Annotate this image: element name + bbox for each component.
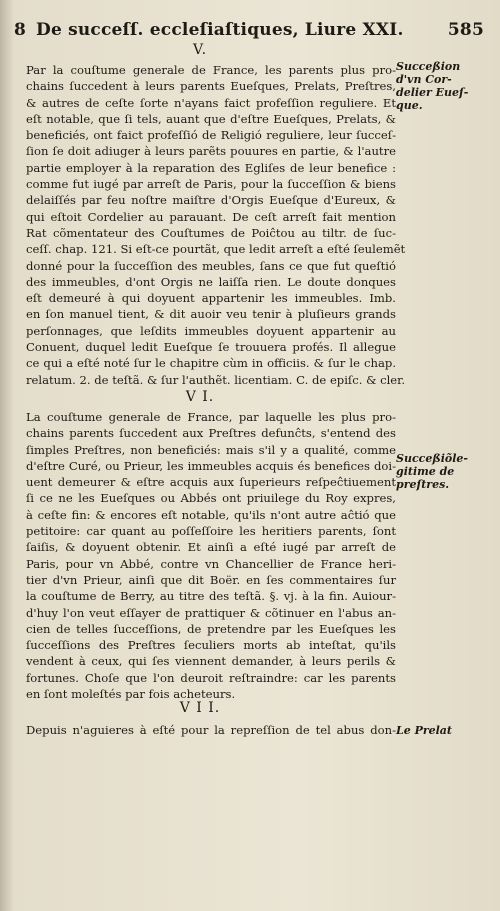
margin-note-line: d'vn Cor-: [396, 73, 452, 86]
section-number-7: V I I.: [179, 700, 221, 716]
paragraph-section-6: [26, 409, 396, 702]
text-line: donné pour la ſucceſſion des meubles, ſans ce que fut queſtió: [26, 258, 396, 273]
text-line: chains ſuccedent à leurs parents Eueſques, Prelats, Preſtres,: [26, 79, 396, 94]
text-line: ſion ſe doit adiuger à leurs parẽts pouures en partie, & l'autre: [26, 144, 396, 159]
text-line: delaiſſés par feu noſtre maiſtre d'Orgis Eueſque d'Eureux, &: [26, 193, 396, 208]
text-line: vendent à ceux, qui ſes viennent demander, à leurs perils &: [26, 654, 396, 669]
text-line: chains parents ſuccedent aux Preſtres defunĉts, s'entend des: [26, 426, 396, 441]
section-number-6: V I.: [185, 389, 215, 405]
text-line: eſt demeuré à qui doyuent appartenir les immeubles. Imb.: [26, 291, 396, 306]
text-line: Paris, pour vn Abbé, contre vn Chancellier de France heri-: [26, 556, 396, 571]
text-line: qui eſtoit Cordelier au parauant. De ceſt arreſt fait mention: [26, 209, 396, 224]
text-line: Conuent, duquel ledit Eueſque ſe trouuera profés. Il allegue: [26, 340, 396, 355]
margin-note-line: Succeßion: [396, 60, 461, 73]
section-number-5: V.: [192, 42, 208, 58]
text-line: tier d'vn Prieur, ainſi que dit Boër. en ſes commentaires ſur: [26, 572, 396, 587]
margin-note-line: preſtres.: [396, 478, 450, 491]
text-line: Depuis n'aguieres à eſté pour la repreſſion de tel abus don-: [26, 723, 396, 737]
text-line: à ceſte fin: & encores eſt notable, qu'ils n'ont autre aĉtió que: [26, 507, 396, 522]
margin-note-line: Le Prelat: [396, 724, 453, 737]
text-line: ceſſ. chap. 121. Si eſt-ce pourtãt, que ledit arreſt a eſté ſeulemẽt: [26, 242, 406, 257]
running-title: De succeſſ. eccleſiaſtiques, Liure XXI.: [36, 20, 404, 40]
text-line: petitoire: car quant au poſſeſſoire les heritiers parents, ſont: [26, 524, 396, 539]
text-line: partie employer à la reparation des Egliſes de leur benefice :: [26, 160, 396, 175]
text-line: eſt notable, que ſi tels, auant que d'eſtre Eueſques, Prelats, &: [26, 111, 396, 126]
text-line: comme fut iugé par arreſt de Paris, pour la ſucceſſion & biens: [26, 177, 396, 192]
margin-note-line: Succeßiõle-: [396, 452, 468, 465]
paragraph-section-7: [26, 722, 396, 738]
text-line: fortunes. Choſe que l'on deuroit reſtraindre: car les parents: [26, 670, 396, 685]
margin-note-line: que.: [396, 99, 423, 112]
text-line: & autres de ceſte ſorte n'ayans faict profeſſion reguliere. Et: [26, 95, 396, 110]
text-line: Par la couſtume generale de France, les parents plus pro-: [26, 63, 396, 77]
text-line: uent demeurer & eſtre acquis aux ſuperieurs reſpeĉtiuement: [26, 475, 396, 490]
text-line: d'eſtre Curé, ou Prieur, les immeubles acquis és benefices doi-: [26, 458, 396, 473]
text-line: ſaiſis, & doyuent obtenir. Et ainſi a eſté iugé par arreſt de: [26, 540, 396, 555]
margin-note-7: [396, 724, 496, 737]
text-line: relatum. 2. de teſtã. & ſur l'authẽt. licentiam. C. de epiſc. & cler.: [26, 372, 406, 387]
text-line: la couſtume de Berry, au titre des teſtã. §. vj. à la fin. Auiour-: [26, 589, 396, 604]
text-line: d'huy l'on veut eſſayer de prattiquer & cõtinuer en l'abus an-: [26, 605, 396, 620]
text-line: cien de telles ſucceſſions, de pretendre par les Eueſques les: [26, 621, 396, 636]
text-line: ſi ce ne les Eueſques ou Abbés ont priuilege du Roy expres,: [26, 491, 396, 506]
text-line: ce qui a eſté noté ſur le chapitre cùm in officiis. & ſur le chap.: [26, 356, 396, 371]
page-number-right: 585: [447, 20, 484, 40]
text-line: en ſont moleſtés par fois acheteurs.: [26, 687, 236, 702]
margin-note-6: [396, 452, 496, 491]
margin-note-line: gitime de: [396, 465, 455, 478]
margin-note-5: [396, 60, 496, 112]
text-line: La couſtume generale de France, par laquelle les plus pro-: [26, 410, 396, 424]
text-line: des immeubles, d'ont Orgis ne laiſſa rien. Le doute donques: [26, 274, 396, 289]
text-line: Rat cõmentateur des Couſtumes de Poiĉtou au tiltr. de ſuc-: [26, 225, 396, 240]
text-line: en ſon manuel tient, & dit auoir veu tenir à pluſieurs grands: [26, 307, 396, 322]
text-line: perſonnages, que leſdits immeubles doyuent appartenir au: [26, 323, 396, 338]
running-header: [14, 20, 484, 42]
paragraph-section-5: [26, 62, 406, 388]
text-line: ſimples Preſtres, non beneficiés: mais s'il y a qualité, comme: [26, 442, 396, 457]
text-line: beneficiés, ont faict profeſſió de Religió reguliere, leur ſucceſ-: [26, 128, 396, 143]
margin-note-line: delier Eueſ-: [396, 86, 469, 99]
text-line: ſucceſſions des Preſtres ſeculiers morts ab inteſtat, qu'ils: [26, 638, 396, 653]
page-number-left: 8: [14, 20, 27, 40]
